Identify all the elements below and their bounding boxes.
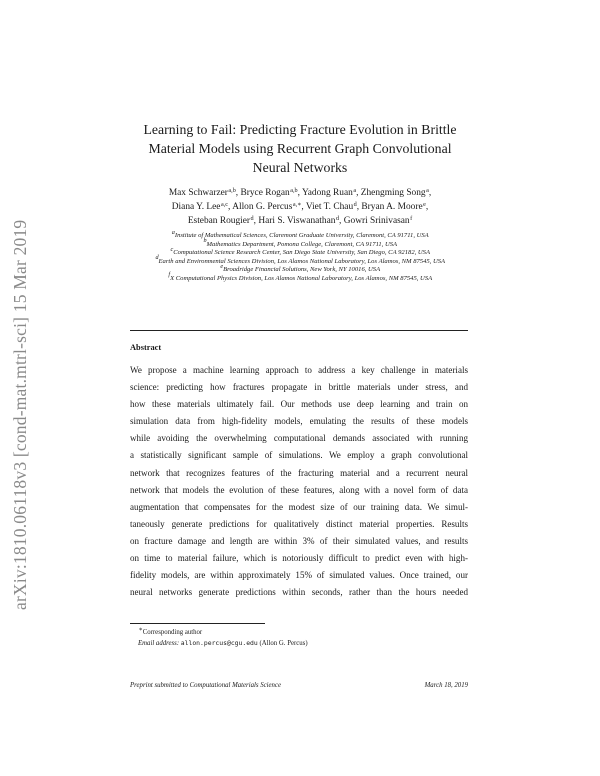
corresponding-author-note: ∗Corresponding author — [138, 625, 203, 636]
abstract-line: network that recognizes features of the fracturing material and a recurrent neural — [130, 467, 468, 478]
affiliation: $^e$Broadridge Financial Solutions, New York, NY 10016, USA — [220, 262, 381, 274]
author-name: Bryce Rogan — [240, 188, 290, 198]
affiliation: $^a$Institute of Mathematical Sciences, Claremont Graduate University, Claremont, CA 91711, USA — [171, 228, 429, 239]
author-name: Zhengming Song — [360, 188, 426, 198]
paper-title — [130, 120, 470, 177]
author-name: Gowri Srinivasan — [343, 216, 410, 226]
abstract-line: simulation data from high-fidelity models, emulating the results of these models — [130, 416, 468, 427]
preprint-date: March 18, 2019 — [424, 682, 468, 689]
affiliation-list — [130, 228, 470, 284]
author-name: Bryan A. Moore — [361, 202, 423, 212]
abstract-line: We propose a machine learning approach to address a key challenge in materials — [130, 365, 468, 375]
author-affiliation-mark: d — [335, 214, 340, 222]
abstract-heading: Abstract — [130, 343, 162, 352]
footnote-rule — [130, 623, 265, 624]
author-name: Diana Y. Lee — [171, 202, 221, 212]
email-note — [130, 638, 468, 649]
title-line: Neural Networks — [252, 160, 348, 175]
abstract-line: on fracture damage and length are within 3% of their simulated values, and results — [130, 535, 468, 546]
author-line: Diana Y. Lee$^{a,c}$, Allon G. Percus$^{a,∗}$, Viet T. Chau$^d$, Bryan A. Moore$^e$, — [171, 200, 429, 212]
author-line: Esteban Rougier$^d$, Hari S. Viswanathan$^d$, Gowri Srinivasan$^f$ — [187, 214, 413, 226]
author-affiliation-mark: a,b — [228, 186, 236, 194]
arxiv-identifier-text: arXiv:1810.06118v3 [cond-mat.mtrl-sci] 15 Mar 2019 — [10, 219, 30, 610]
author-name: Viet T. Chau — [305, 202, 354, 212]
author-affiliation-mark: a — [426, 186, 429, 194]
author-line: Max Schwarzer$^{a,b}$, Bryce Rogan$^{a,b}$, Yadong Ruan$^a$, Zhengming Song$^a$, — [168, 186, 432, 198]
footnote-mark: ∗ — [138, 625, 143, 633]
title-line: Material Models using Recurrent Graph Convolutional — [148, 141, 452, 156]
email-label: Email address: — [138, 640, 180, 647]
abstract-line: fidelity models, are within approximately 15% of simulated values. Once trained, our — [130, 570, 468, 581]
preprint-notice: Preprint submitted to Computational Materials Science — [130, 682, 281, 689]
abstract-line: network that models the evolution of these features, along with a novel form of data — [130, 484, 468, 495]
title-line: Learning to Fail: Predicting Fracture Evolution in Brittle — [143, 122, 457, 137]
abstract-top-rule — [130, 330, 468, 331]
arxiv-identifier-stamp — [10, 170, 36, 610]
affiliation: $^f$X Computational Physics Division, Los Alamos National Laboratory, Los Alamos, NM 87545, USA — [168, 271, 433, 282]
email-person: (Allon G. Percus) — [259, 640, 308, 647]
abstract-line: while avoiding the overwhelming computational demands associated with running — [130, 433, 468, 444]
affiliation: $^d$Earth and Environmental Sciences Division, Los Alamos National Laboratory, Los Alamos, NM 87545, USA — [155, 254, 446, 265]
author-affiliation-mark: f — [410, 214, 413, 222]
email-address: allon.percus@cgu.edu — [180, 639, 258, 647]
abstract-line: taneously generate predictions for qualitatively distinct material properties. Results — [130, 518, 468, 529]
author-affiliation-mark: a — [353, 186, 357, 194]
footnote — [130, 627, 468, 649]
abstract-body — [130, 362, 468, 601]
author-list — [130, 186, 470, 228]
abstract-line: how these materials ultimately fail. Our methods use deep learning and train on — [130, 399, 468, 410]
author-affiliation-mark: e — [423, 200, 426, 208]
author-affiliation-mark: a,∗ — [292, 200, 302, 208]
author-affiliation-mark: a,c — [220, 200, 229, 208]
author-name: Hari S. Viswanathan — [258, 216, 336, 226]
abstract-line: a statistically significant sample of simulations. We employ a graph convolutional — [130, 450, 468, 461]
author-name: Allon G. Percus — [232, 202, 293, 212]
abstract-line: on time to material failure, which is notoriously difficult to predict even with high- — [130, 553, 468, 564]
author-affiliation-mark: d — [353, 200, 357, 208]
abstract-line: augmentation that compensates for the modest size of our training data. We simul- — [130, 501, 468, 512]
author-name: Max Schwarzer — [168, 188, 228, 198]
author-affiliation-mark: d — [250, 214, 254, 222]
author-name: Esteban Rougier — [187, 216, 251, 226]
abstract-line: science: predicting how fractures propagate in brittle materials under stress, and — [130, 382, 468, 393]
author-name: Yadong Ruan — [301, 188, 353, 198]
affiliation: $^b$Mathematics Department, Pomona College, Claremont, CA 91711, USA — [203, 237, 398, 248]
affiliation: $^c$Computational Science Research Center, San Diego State University, San Diego, CA 92182, USA — [170, 245, 430, 257]
author-affiliation-mark: a,b — [290, 186, 298, 194]
abstract-line: neural networks generate predictions within seconds, rather than the hours needed — [130, 587, 468, 598]
